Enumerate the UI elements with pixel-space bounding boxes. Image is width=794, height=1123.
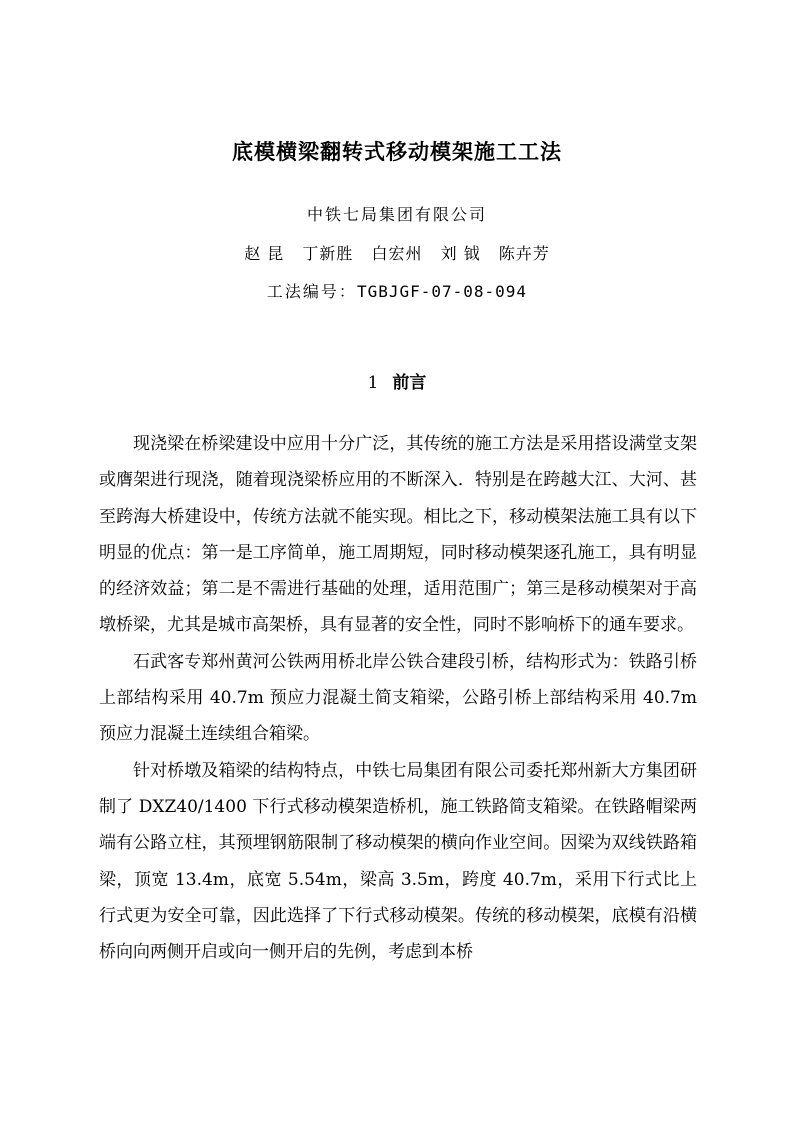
paragraph: 针对桥墩及箱梁的结构特点，中铁七局集团有限公司委托郑州新大方集团研制了 DXZ40/1400 下行式移动模架造桥机，施工铁路简支箱梁。在铁路帽梁两端有公路立柱，其预埋钢筋限制了移动模架的横向作业空间。因梁为双线铁路箱梁，顶宽 13.4m，底宽 5.54m，梁高 3.5m，跨度 40.7m，采用下行式比上行式更为安全可靠，因此选择了下行式移动模架。传统的移动模架，底模有沿横桥向向两侧开启或向一侧开启的先例，考虑到本桥 [99,760,697,963]
company-name: 中铁七局集团有限公司 [306,205,487,224]
author-name: 丁新胜 [302,244,354,263]
author-name: 赵 昆 [244,244,285,263]
section-title: 前言 [392,373,427,393]
section-heading [0,371,794,395]
method-number-label: 工法编号： [266,282,357,301]
author-name: 陈卉芳 [498,244,550,263]
paragraph: 现浇梁在桥梁建设中应用十分广泛，其传统的施工方法是采用搭设满堂支架或膺架进行现浇，随着现浇梁桥应用的不断深入．特别是在跨越大江、大河、甚至跨海大桥建设中，传统方法就不能实现。相比之下，移动模架法施工具有以下明显的优点：第一是工序简单，施工周期短，同时移动模架逐孔施工，具有明显的经济效益；第二是不需进行基础的处理，适用范围广；第三是移动模架对于高墩桥梁，尤其是城市高架桥，具有显著的安全性，同时不影响桥下的通车要求。 [99,434,697,636]
section-number: 1 [367,373,379,393]
body-text [99,426,697,970]
author-list [0,243,794,265]
paragraph: 石武客专郑州黄河公铁两用桥北岸公铁合建段引桥，结构形式为：铁路引桥上部结构采用 40.7m 预应力混凝土简支箱梁，公路引桥上部结构采用 40.7m 预应力混凝土连续组合箱梁。 [99,651,697,745]
method-number: TGBJGF-07-08-094 [356,282,528,301]
author-name: 白宏州 [371,244,423,263]
document-title: 底模横梁翻转式移动模架施工工法 [232,139,562,164]
author-name: 刘 钺 [440,244,481,263]
method-number-line [0,281,794,303]
